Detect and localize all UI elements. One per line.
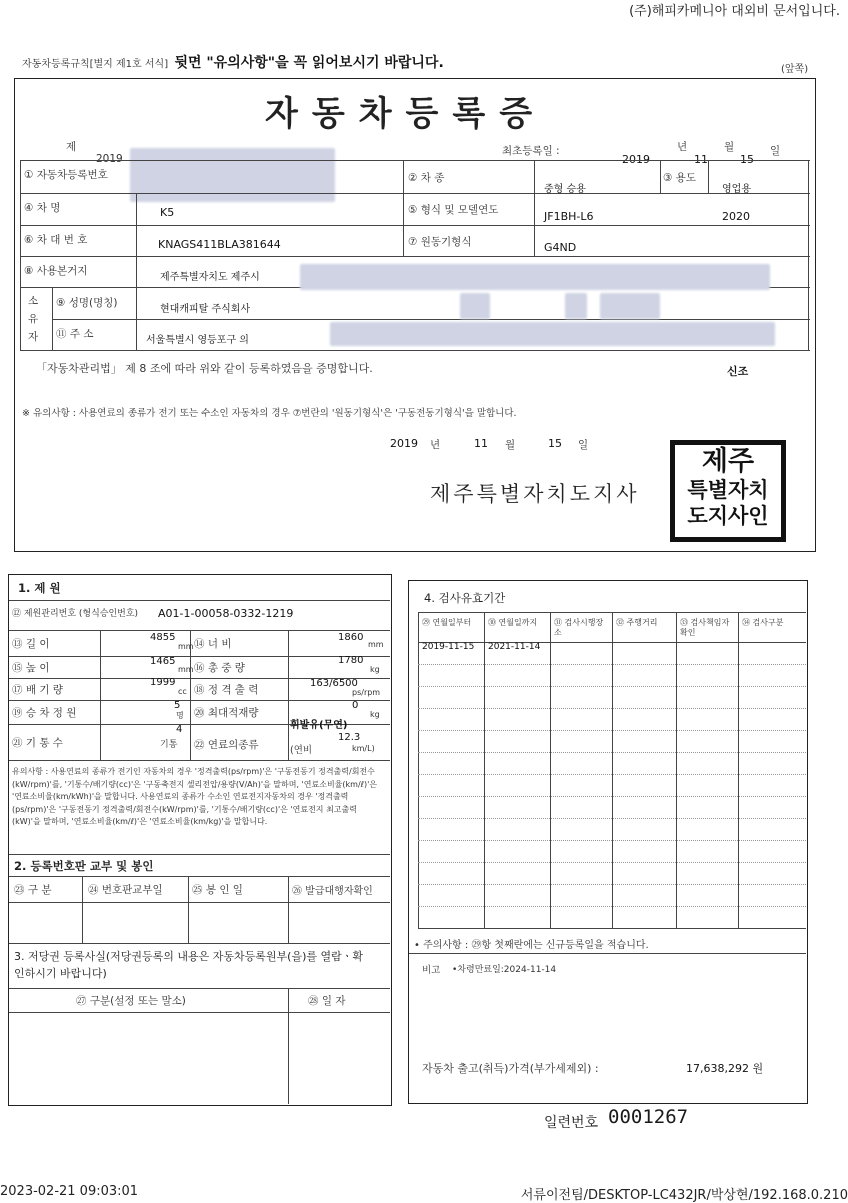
spec-caution-note: 유의사항 : 사용연료의 종류가 전기인 자동차의 경우 '정격출력(ps/rpm)'은 '구동전동기 정격출력/회전수(kW/rpm)'를, '기통수/배기량(cc)'은 '구동축전지 셀리전압/용량(V/Ah)'을 말하며, '연료소비율(km/ℓ)'은 '연료소비율(km/kWh)'을 말합니다. 사용연료의 종류가 수소인 연료전지자동차의 경우 '정격출력(ps/rpm)'은 '구동전동기 정격출력/회전수(kW/rpm)'를, '기통수/배기량(cc)'은 '연료전지 최고출력(kW)'을 말하며, '연료소비율(km/ℓ)'은 '연료소비율(km/kg)'을 말합니다.	[12, 767, 377, 826]
width-label: ⑭ 너 비	[194, 638, 232, 650]
issue-day-label: 일	[578, 439, 589, 451]
remark-value: •차령만료일:2024-11-14	[452, 965, 557, 975]
redacted-address	[300, 264, 770, 290]
first-reg-day: 15	[740, 153, 754, 166]
serial-label: 일련번호	[544, 1115, 599, 1131]
inspection-col-inspector: ㉝ 검사책임자확인	[680, 618, 730, 637]
redacted-owner-regnum-2	[565, 293, 587, 319]
form-reference-note	[22, 52, 444, 72]
print-timestamp: 2023-02-21 09:03:01	[0, 1184, 139, 1199]
owner-name-label: ⑨ 성명(명칭)	[56, 297, 118, 309]
new-vehicle-label: 신조	[727, 365, 749, 378]
first-reg-year: 2019	[622, 153, 650, 166]
gross-weight-value: 1780	[338, 655, 364, 666]
issue-month-label: 월	[505, 439, 516, 451]
model-type-value: JF1BH-L6	[544, 210, 594, 223]
issue-year: 2019	[390, 437, 418, 450]
approval-number-value: A01-1-00058-0332-1219	[158, 607, 294, 620]
length-label: ⑬ 길 이	[12, 638, 50, 650]
fuel-type-label: ㉒ 연료의종류	[194, 739, 259, 751]
cylinders-label: ㉑ 기 통 수	[12, 737, 63, 749]
remark-label: 비고	[422, 965, 441, 976]
gross-weight-label: ⑯ 총 중 량	[194, 662, 245, 674]
rated-power-value: 163/6500	[310, 678, 358, 689]
first-reg-month: 11	[694, 153, 708, 166]
spec-section-title: 1. 제 원	[18, 581, 61, 595]
document-title: 자동차등록증	[265, 94, 547, 134]
max-load-unit: kg	[370, 710, 380, 719]
model-year-label: ⑤ 형식 및 모델연도	[408, 204, 499, 216]
approval-number-label: ⑫ 제원관리번호 (형식승인번호)	[12, 609, 139, 619]
vin-value: KNAGS411BLA381644	[158, 238, 281, 251]
vehicle-type-value: 중형 승용	[544, 184, 586, 195]
page-side-label: (앞쪽)	[781, 64, 809, 75]
inspection-to-value: 2021-11-14	[488, 642, 541, 652]
serial-value: 0001267	[608, 1106, 689, 1128]
seal-line-2: 특별자치	[687, 478, 769, 502]
model-year-value: 2020	[722, 210, 750, 223]
redacted-owner-address	[330, 322, 775, 346]
usage-label: ③ 용도	[663, 172, 697, 184]
plate-col-agent-check: ㉖ 발급대행자확인	[292, 886, 373, 897]
redacted-owner-regnum-3	[600, 293, 660, 319]
inspection-col-mileage: ㉜ 주행거리	[616, 618, 658, 627]
home-base-label: ⑧ 사용본거지	[24, 265, 88, 277]
seating-capacity-label: ⑲ 승 차 정 원	[12, 707, 77, 719]
seal-line-1: 제주	[701, 446, 755, 477]
home-base-value: 제주특별자치도 제주시	[160, 272, 260, 283]
seating-capacity-value: 5	[174, 700, 181, 711]
displacement-label: ⑰ 배 기 량	[12, 684, 63, 696]
model-name-label: ④ 차 명	[24, 202, 61, 214]
owner-group-label: 소유자	[28, 295, 39, 343]
inspection-section-box	[408, 580, 808, 1104]
form-ref-small: 자동차등록규칙[별지 제1호 서식]	[22, 59, 169, 70]
inspection-col-to: ㉚ 연월일까지	[488, 618, 538, 627]
seal-line-3: 도지사인	[687, 504, 769, 528]
length-value: 4855	[150, 632, 176, 643]
month-label: 월	[724, 141, 735, 153]
inspection-from-value: 2019-11-15	[422, 642, 475, 652]
redacted-owner-regnum	[460, 293, 490, 319]
inspection-section-title: 4. 검사유효기간	[424, 591, 506, 605]
vehicle-type-label: ② 차 종	[408, 172, 445, 184]
owner-name-value: 현대캐피탈 주식회사	[160, 304, 251, 315]
issue-month: 11	[474, 437, 488, 450]
width-value: 1860	[338, 632, 364, 643]
width-unit: mm	[368, 640, 384, 649]
displacement-value: 1999	[150, 677, 176, 688]
print-user-info: 서류이전팀/DESKTOP-LC432JR/박상현/192.168.0.210	[520, 1188, 848, 1203]
owner-address-value: 서울특별시 영등포구 의	[146, 335, 249, 346]
reg-no-label: 제	[66, 141, 77, 153]
caution-note: ※ 유의사항 : 사용연료의 종류가 전기 또는 수소인 자동차의 경우 ⑦번란의 '원동기형식'은 '구동전동기형식'을 말합니다.	[22, 408, 517, 419]
plate-col-type: ㉓ 구 분	[14, 884, 52, 896]
mortgage-col-date: ㉘ 일 자	[308, 995, 346, 1007]
usage-value: 영업용	[722, 184, 751, 195]
gross-weight-unit: kg	[370, 665, 380, 674]
issuer-name: 제주특별자치도지사	[430, 482, 640, 506]
issue-year-label: 년	[430, 439, 441, 451]
max-load-label: ⑳ 최대적재량	[194, 707, 259, 719]
first-reg-label: 최초등록일 :	[502, 145, 560, 157]
engine-type-label: ⑦ 원동기형식	[408, 236, 472, 248]
price-value: 17,638,292 원	[686, 1062, 764, 1075]
reg-number-label: ① 자동차등록번호	[24, 169, 108, 181]
issue-day: 15	[548, 437, 562, 450]
cylinders-value: 4	[176, 724, 183, 735]
rated-power-unit: ps/rpm	[352, 688, 381, 697]
day-label: 일	[770, 145, 781, 157]
plate-col-seal-date: ㉕ 봉 인 일	[192, 884, 243, 896]
confidential-note: (주)해피카메니아 대외비 문서입니다.	[629, 4, 840, 19]
price-label: 자동차 출고(취득)가격(부가세제외) :	[422, 1062, 599, 1075]
seating-capacity-unit: 명	[176, 711, 184, 720]
official-seal-stamp	[670, 440, 786, 542]
plate-section-title: 2. 등록번호판 교부 및 봉인	[14, 859, 154, 873]
certification-statement: 「자동차관리법」 제 8 조에 따라 위와 같이 등록하였음을 증명합니다.	[36, 362, 373, 375]
fuel-efficiency-unit: km/L)	[352, 744, 375, 753]
mortgage-section-title: 3. 저당권 등록사실(저당권등록의 내용은 자동차등록원부(을)를 열람ㆍ확인하시기 바랍니다)	[14, 950, 364, 980]
max-load-value: 0	[352, 700, 359, 711]
fuel-efficiency-label: (연비	[290, 745, 313, 756]
year-label: 년	[677, 141, 688, 153]
reg-no-value: 2019	[96, 153, 123, 165]
displacement-unit: cc	[178, 687, 187, 696]
model-name-value: K5	[160, 206, 175, 219]
height-label: ⑮ 높 이	[12, 662, 50, 674]
fuel-type-value: 휘발유(무연)	[290, 720, 348, 731]
read-caution-bold: 뒷면 "유의사항"을 꼭 읽어보시기 바랍니다.	[174, 55, 444, 71]
height-value: 1465	[150, 656, 176, 667]
inspection-col-type: ㉞ 검사구분	[742, 618, 784, 627]
plate-col-issue-date: ㉔ 번호판교부일	[88, 884, 163, 896]
length-unit: mm	[178, 642, 194, 651]
mortgage-col-type: ㉗ 구분(설정 또는 말소)	[76, 995, 186, 1007]
cylinders-unit: 기통	[160, 740, 178, 750]
height-unit: mm	[178, 665, 194, 674]
vin-label: ⑥ 차 대 번 호	[24, 234, 88, 246]
spec-section-box	[8, 574, 392, 1106]
inspection-col-place: ㉛ 검사시행장소	[554, 618, 604, 637]
fuel-efficiency-value: 12.3	[338, 732, 361, 743]
owner-address-label: ⑪ 주 소	[56, 328, 94, 340]
inspection-caution: • 주의사항 : ㉙항 첫째란에는 신규등록일을 적습니다.	[414, 940, 649, 951]
engine-type-value: G4ND	[544, 241, 577, 254]
rated-power-label: ⑱ 정 격 출 력	[194, 684, 259, 696]
inspection-col-from: ㉙ 연월일부터	[422, 618, 472, 627]
